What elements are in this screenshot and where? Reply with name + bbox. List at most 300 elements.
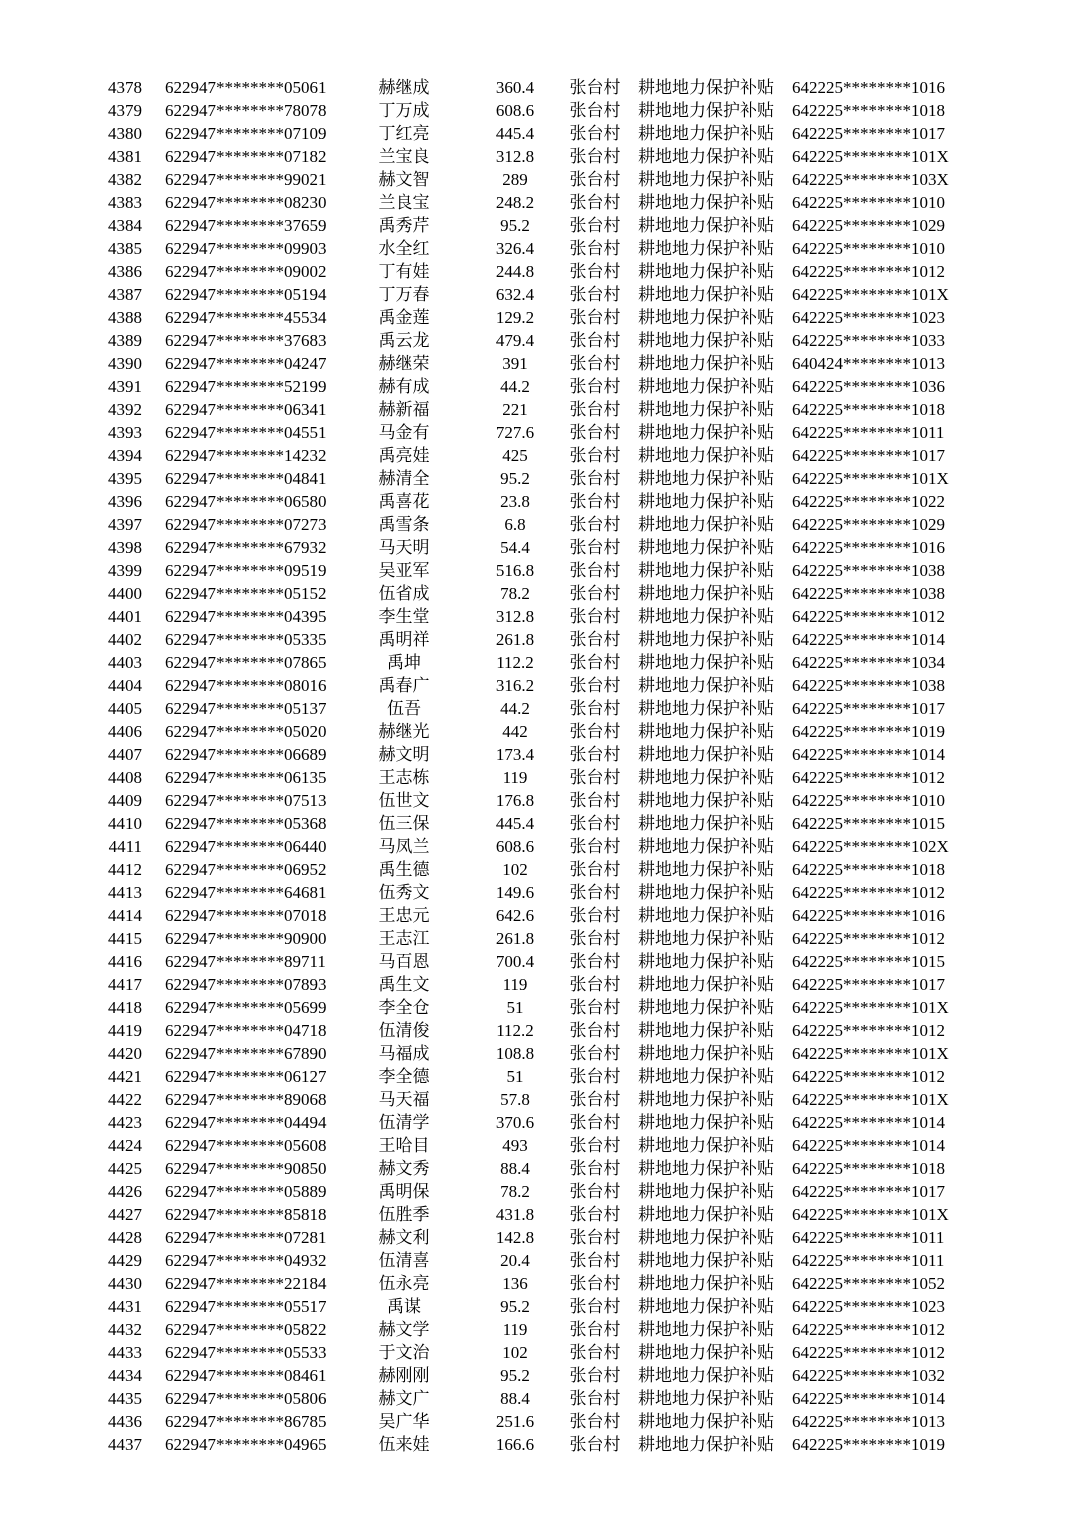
cell-id-number-masked: 642225********1017 bbox=[792, 975, 945, 994]
cell-subsidy-type: 耕地地力保护补贴 bbox=[638, 492, 774, 511]
cell-bank-card-masked: 622947********04551 bbox=[165, 423, 327, 442]
cell-seq: 4420 bbox=[108, 1044, 142, 1063]
cell-village: 张台村 bbox=[569, 768, 621, 787]
table-row bbox=[0, 950, 1074, 973]
cell-amount: 700.4 bbox=[495, 952, 535, 971]
cell-bank-card-masked: 622947********05137 bbox=[165, 699, 327, 718]
cell-subsidy-type: 耕地地力保护补贴 bbox=[638, 147, 774, 166]
cell-amount: 248.2 bbox=[495, 193, 535, 212]
cell-person-name: 赫文利 bbox=[378, 1228, 430, 1247]
cell-village: 张台村 bbox=[569, 1251, 621, 1270]
cell-bank-card-masked: 622947********06127 bbox=[165, 1067, 327, 1086]
cell-amount: 608.6 bbox=[495, 101, 535, 120]
cell-person-name: 禹亮娃 bbox=[378, 446, 430, 465]
cell-bank-card-masked: 622947********04247 bbox=[165, 354, 327, 373]
cell-seq: 4436 bbox=[108, 1412, 142, 1431]
cell-amount: 54.4 bbox=[500, 538, 530, 557]
cell-person-name: 李生堂 bbox=[378, 607, 430, 626]
cell-village: 张台村 bbox=[569, 262, 621, 281]
cell-subsidy-type: 耕地地力保护补贴 bbox=[638, 124, 774, 143]
cell-bank-card-masked: 622947********04494 bbox=[165, 1113, 327, 1132]
cell-id-number-masked: 642225********101X bbox=[792, 1205, 949, 1224]
cell-person-name: 禹云龙 bbox=[378, 331, 430, 350]
cell-id-number-masked: 642225********1012 bbox=[792, 929, 945, 948]
cell-village: 张台村 bbox=[569, 515, 621, 534]
cell-village: 张台村 bbox=[569, 630, 621, 649]
table-row bbox=[0, 605, 1074, 628]
cell-id-number-masked: 642225********1016 bbox=[792, 538, 945, 557]
cell-village: 张台村 bbox=[569, 814, 621, 833]
cell-amount: 44.2 bbox=[500, 699, 530, 718]
cell-seq: 4380 bbox=[108, 124, 142, 143]
cell-subsidy-type: 耕地地力保护补贴 bbox=[638, 1366, 774, 1385]
cell-person-name: 赫有成 bbox=[378, 377, 430, 396]
cell-subsidy-type: 耕地地力保护补贴 bbox=[638, 1113, 774, 1132]
cell-subsidy-type: 耕地地力保护补贴 bbox=[638, 814, 774, 833]
cell-bank-card-masked: 622947********06580 bbox=[165, 492, 327, 511]
cell-amount: 102 bbox=[502, 1343, 528, 1362]
cell-amount: 173.4 bbox=[495, 745, 535, 764]
cell-seq: 4378 bbox=[108, 78, 142, 97]
cell-seq: 4382 bbox=[108, 170, 142, 189]
cell-id-number-masked: 642225********1012 bbox=[792, 262, 945, 281]
cell-amount: 78.2 bbox=[500, 584, 530, 603]
table-row bbox=[0, 697, 1074, 720]
cell-person-name: 丁红亮 bbox=[378, 124, 430, 143]
cell-id-number-masked: 642225********1018 bbox=[792, 1159, 945, 1178]
cell-seq: 4390 bbox=[108, 354, 142, 373]
cell-person-name: 伍三保 bbox=[378, 814, 430, 833]
cell-amount: 316.2 bbox=[495, 676, 535, 695]
cell-seq: 4394 bbox=[108, 446, 142, 465]
cell-bank-card-masked: 622947********08461 bbox=[165, 1366, 327, 1385]
table-row bbox=[0, 122, 1074, 145]
cell-person-name: 马凤兰 bbox=[378, 837, 430, 856]
cell-subsidy-type: 耕地地力保护补贴 bbox=[638, 1044, 774, 1063]
cell-bank-card-masked: 622947********09519 bbox=[165, 561, 327, 580]
cell-id-number-masked: 642225********1052 bbox=[792, 1274, 945, 1293]
cell-village: 张台村 bbox=[569, 377, 621, 396]
cell-amount: 108.8 bbox=[495, 1044, 535, 1063]
cell-subsidy-type: 耕地地力保护补贴 bbox=[638, 308, 774, 327]
cell-seq: 4385 bbox=[108, 239, 142, 258]
cell-village: 张台村 bbox=[569, 285, 621, 304]
cell-id-number-masked: 642225********1015 bbox=[792, 814, 945, 833]
cell-village: 张台村 bbox=[569, 1274, 621, 1293]
table-row bbox=[0, 1318, 1074, 1341]
cell-subsidy-type: 耕地地力保护补贴 bbox=[638, 285, 774, 304]
cell-amount: 95.2 bbox=[500, 469, 530, 488]
cell-amount: 431.8 bbox=[495, 1205, 535, 1224]
cell-amount: 391 bbox=[502, 354, 528, 373]
cell-seq: 4406 bbox=[108, 722, 142, 741]
cell-seq: 4417 bbox=[108, 975, 142, 994]
cell-seq: 4426 bbox=[108, 1182, 142, 1201]
cell-person-name: 赫文秀 bbox=[378, 1159, 430, 1178]
cell-bank-card-masked: 622947********90850 bbox=[165, 1159, 327, 1178]
cell-person-name: 伍清喜 bbox=[378, 1251, 430, 1270]
cell-amount: 632.4 bbox=[495, 285, 535, 304]
cell-village: 张台村 bbox=[569, 308, 621, 327]
cell-bank-card-masked: 622947********99021 bbox=[165, 170, 327, 189]
cell-subsidy-type: 耕地地力保护补贴 bbox=[638, 699, 774, 718]
cell-subsidy-type: 耕地地力保护补贴 bbox=[638, 1412, 774, 1431]
cell-id-number-masked: 642225********1034 bbox=[792, 653, 945, 672]
cell-seq: 4384 bbox=[108, 216, 142, 235]
cell-bank-card-masked: 622947********05020 bbox=[165, 722, 327, 741]
cell-amount: 95.2 bbox=[500, 1366, 530, 1385]
cell-subsidy-type: 耕地地力保护补贴 bbox=[638, 1274, 774, 1293]
cell-amount: 129.2 bbox=[495, 308, 535, 327]
cell-person-name: 李全德 bbox=[378, 1067, 430, 1086]
cell-village: 张台村 bbox=[569, 423, 621, 442]
cell-person-name: 赫继成 bbox=[378, 78, 430, 97]
cell-amount: 479.4 bbox=[495, 331, 535, 350]
cell-subsidy-type: 耕地地力保护补贴 bbox=[638, 653, 774, 672]
cell-subsidy-type: 耕地地力保护补贴 bbox=[638, 722, 774, 741]
cell-id-number-masked: 642225********1014 bbox=[792, 1113, 945, 1132]
cell-id-number-masked: 642225********1019 bbox=[792, 722, 945, 741]
cell-seq: 4413 bbox=[108, 883, 142, 902]
cell-id-number-masked: 642225********1012 bbox=[792, 768, 945, 787]
cell-bank-card-masked: 622947********07281 bbox=[165, 1228, 327, 1247]
cell-amount: 516.8 bbox=[495, 561, 535, 580]
cell-amount: 136 bbox=[502, 1274, 528, 1293]
cell-id-number-masked: 642225********1033 bbox=[792, 331, 945, 350]
cell-id-number-masked: 642225********1013 bbox=[792, 1412, 945, 1431]
cell-person-name: 丁万春 bbox=[378, 285, 430, 304]
table-row bbox=[0, 168, 1074, 191]
cell-person-name: 马百恩 bbox=[378, 952, 430, 971]
table-row bbox=[0, 628, 1074, 651]
table-row bbox=[0, 973, 1074, 996]
cell-amount: 112.2 bbox=[496, 653, 534, 672]
table-row bbox=[0, 674, 1074, 697]
cell-bank-card-masked: 622947********08016 bbox=[165, 676, 327, 695]
cell-bank-card-masked: 622947********05806 bbox=[165, 1389, 327, 1408]
cell-person-name: 赫文广 bbox=[378, 1389, 430, 1408]
cell-amount: 493 bbox=[502, 1136, 528, 1155]
cell-id-number-masked: 642225********1012 bbox=[792, 1343, 945, 1362]
cell-person-name: 禹明保 bbox=[378, 1182, 430, 1201]
cell-village: 张台村 bbox=[569, 538, 621, 557]
table-row bbox=[0, 720, 1074, 743]
cell-amount: 326.4 bbox=[495, 239, 535, 258]
table-row bbox=[0, 306, 1074, 329]
cell-subsidy-type: 耕地地力保护补贴 bbox=[638, 1205, 774, 1224]
table-row bbox=[0, 743, 1074, 766]
cell-village: 张台村 bbox=[569, 745, 621, 764]
cell-amount: 442 bbox=[502, 722, 528, 741]
cell-id-number-masked: 642225********1010 bbox=[792, 239, 945, 258]
cell-village: 张台村 bbox=[569, 78, 621, 97]
cell-person-name: 伍永亮 bbox=[378, 1274, 430, 1293]
cell-subsidy-type: 耕地地力保护补贴 bbox=[638, 1136, 774, 1155]
cell-seq: 4398 bbox=[108, 538, 142, 557]
cell-amount: 166.6 bbox=[495, 1435, 535, 1454]
cell-village: 张台村 bbox=[569, 1136, 621, 1155]
table-row bbox=[0, 283, 1074, 306]
cell-subsidy-type: 耕地地力保护补贴 bbox=[638, 101, 774, 120]
table-row bbox=[0, 559, 1074, 582]
cell-id-number-masked: 642225********1029 bbox=[792, 515, 945, 534]
cell-subsidy-type: 耕地地力保护补贴 bbox=[638, 1251, 774, 1270]
cell-seq: 4402 bbox=[108, 630, 142, 649]
cell-subsidy-type: 耕地地力保护补贴 bbox=[638, 952, 774, 971]
table-row bbox=[0, 1088, 1074, 1111]
cell-id-number-masked: 642225********1017 bbox=[792, 124, 945, 143]
cell-bank-card-masked: 622947********07018 bbox=[165, 906, 327, 925]
cell-person-name: 李全仓 bbox=[378, 998, 430, 1017]
cell-seq: 4432 bbox=[108, 1320, 142, 1339]
cell-person-name: 王志栋 bbox=[378, 768, 430, 787]
table-row bbox=[0, 996, 1074, 1019]
cell-bank-card-masked: 622947********05194 bbox=[165, 285, 327, 304]
cell-village: 张台村 bbox=[569, 998, 621, 1017]
cell-amount: 370.6 bbox=[495, 1113, 535, 1132]
cell-seq: 4396 bbox=[108, 492, 142, 511]
cell-person-name: 伍来娃 bbox=[378, 1435, 430, 1454]
cell-bank-card-masked: 622947********05517 bbox=[165, 1297, 327, 1316]
cell-village: 张台村 bbox=[569, 1320, 621, 1339]
cell-subsidy-type: 耕地地力保护补贴 bbox=[638, 1228, 774, 1247]
cell-bank-card-masked: 622947********05335 bbox=[165, 630, 327, 649]
cell-village: 张台村 bbox=[569, 170, 621, 189]
cell-bank-card-masked: 622947********04841 bbox=[165, 469, 327, 488]
cell-id-number-masked: 642225********1018 bbox=[792, 400, 945, 419]
cell-amount: 88.4 bbox=[500, 1159, 530, 1178]
cell-subsidy-type: 耕地地力保护补贴 bbox=[638, 469, 774, 488]
cell-village: 张台村 bbox=[569, 653, 621, 672]
cell-person-name: 兰宝良 bbox=[378, 147, 430, 166]
cell-seq: 4428 bbox=[108, 1228, 142, 1247]
cell-bank-card-masked: 622947********06952 bbox=[165, 860, 327, 879]
table-row bbox=[0, 145, 1074, 168]
cell-village: 张台村 bbox=[569, 1205, 621, 1224]
table-row bbox=[0, 1203, 1074, 1226]
cell-person-name: 王志江 bbox=[378, 929, 430, 948]
cell-person-name: 伍省成 bbox=[378, 584, 430, 603]
cell-village: 张台村 bbox=[569, 1113, 621, 1132]
cell-village: 张台村 bbox=[569, 1297, 621, 1316]
cell-id-number-masked: 642225********1015 bbox=[792, 952, 945, 971]
cell-amount: 261.8 bbox=[495, 630, 535, 649]
cell-id-number-masked: 642225********1036 bbox=[792, 377, 945, 396]
cell-village: 张台村 bbox=[569, 124, 621, 143]
cell-amount: 142.8 bbox=[495, 1228, 535, 1247]
cell-village: 张台村 bbox=[569, 699, 621, 718]
cell-bank-card-masked: 622947********04965 bbox=[165, 1435, 327, 1454]
table-row bbox=[0, 835, 1074, 858]
cell-seq: 4425 bbox=[108, 1159, 142, 1178]
cell-person-name: 禹春广 bbox=[378, 676, 430, 695]
cell-seq: 4383 bbox=[108, 193, 142, 212]
cell-id-number-masked: 642225********1010 bbox=[792, 791, 945, 810]
cell-id-number-masked: 642225********102X bbox=[792, 837, 949, 856]
cell-amount: 642.6 bbox=[495, 906, 535, 925]
cell-village: 张台村 bbox=[569, 1067, 621, 1086]
cell-amount: 289 bbox=[502, 170, 528, 189]
table-row bbox=[0, 1272, 1074, 1295]
cell-id-number-masked: 642225********1014 bbox=[792, 1136, 945, 1155]
table-row bbox=[0, 1157, 1074, 1180]
cell-seq: 4437 bbox=[108, 1435, 142, 1454]
cell-bank-card-masked: 622947********05533 bbox=[165, 1343, 327, 1362]
cell-village: 张台村 bbox=[569, 975, 621, 994]
cell-subsidy-type: 耕地地力保护补贴 bbox=[638, 630, 774, 649]
cell-subsidy-type: 耕地地力保护补贴 bbox=[638, 929, 774, 948]
cell-amount: 312.8 bbox=[495, 147, 535, 166]
cell-village: 张台村 bbox=[569, 929, 621, 948]
cell-village: 张台村 bbox=[569, 906, 621, 925]
cell-id-number-masked: 642225********1016 bbox=[792, 906, 945, 925]
table-row bbox=[0, 536, 1074, 559]
cell-person-name: 禹秀芹 bbox=[378, 216, 430, 235]
cell-village: 张台村 bbox=[569, 561, 621, 580]
cell-seq: 4416 bbox=[108, 952, 142, 971]
cell-bank-card-masked: 622947********89711 bbox=[165, 952, 326, 971]
cell-id-number-masked: 642225********101X bbox=[792, 469, 949, 488]
cell-bank-card-masked: 622947********05608 bbox=[165, 1136, 327, 1155]
cell-person-name: 丁有娃 bbox=[378, 262, 430, 281]
cell-seq: 4395 bbox=[108, 469, 142, 488]
cell-village: 张台村 bbox=[569, 1090, 621, 1109]
cell-person-name: 吴广华 bbox=[378, 1412, 430, 1431]
cell-seq: 4409 bbox=[108, 791, 142, 810]
table-row bbox=[0, 1180, 1074, 1203]
cell-bank-card-masked: 622947********52199 bbox=[165, 377, 327, 396]
table-row bbox=[0, 858, 1074, 881]
cell-id-number-masked: 642225********1022 bbox=[792, 492, 945, 511]
table-row bbox=[0, 260, 1074, 283]
cell-bank-card-masked: 622947********06440 bbox=[165, 837, 327, 856]
cell-bank-card-masked: 622947********04718 bbox=[165, 1021, 327, 1040]
cell-amount: 251.6 bbox=[495, 1412, 535, 1431]
cell-bank-card-masked: 622947********05061 bbox=[165, 78, 327, 97]
cell-bank-card-masked: 622947********45534 bbox=[165, 308, 327, 327]
cell-subsidy-type: 耕地地力保护补贴 bbox=[638, 768, 774, 787]
cell-id-number-masked: 642225********1010 bbox=[792, 193, 945, 212]
cell-amount: 20.4 bbox=[500, 1251, 530, 1270]
table-row bbox=[0, 582, 1074, 605]
cell-seq: 4427 bbox=[108, 1205, 142, 1224]
cell-id-number-masked: 642225********101X bbox=[792, 998, 949, 1017]
cell-amount: 221 bbox=[502, 400, 528, 419]
cell-amount: 360.4 bbox=[495, 78, 535, 97]
table-row bbox=[0, 1341, 1074, 1364]
cell-bank-card-masked: 622947********07109 bbox=[165, 124, 327, 143]
cell-id-number-masked: 642225********1023 bbox=[792, 308, 945, 327]
cell-seq: 4419 bbox=[108, 1021, 142, 1040]
cell-seq: 4391 bbox=[108, 377, 142, 396]
cell-subsidy-type: 耕地地力保护补贴 bbox=[638, 998, 774, 1017]
cell-subsidy-type: 耕地地力保护补贴 bbox=[638, 1297, 774, 1316]
cell-subsidy-type: 耕地地力保护补贴 bbox=[638, 745, 774, 764]
cell-person-name: 禹金莲 bbox=[378, 308, 430, 327]
cell-village: 张台村 bbox=[569, 101, 621, 120]
cell-person-name: 禹雪条 bbox=[378, 515, 430, 534]
cell-village: 张台村 bbox=[569, 860, 621, 879]
cell-id-number-masked: 642225********1032 bbox=[792, 1366, 945, 1385]
cell-subsidy-type: 耕地地力保护补贴 bbox=[638, 906, 774, 925]
cell-seq: 4414 bbox=[108, 906, 142, 925]
cell-id-number-masked: 642225********1012 bbox=[792, 1021, 945, 1040]
cell-seq: 4429 bbox=[108, 1251, 142, 1270]
cell-subsidy-type: 耕地地力保护补贴 bbox=[638, 400, 774, 419]
cell-bank-card-masked: 622947********89068 bbox=[165, 1090, 327, 1109]
cell-bank-card-masked: 622947********07513 bbox=[165, 791, 327, 810]
table-row bbox=[0, 812, 1074, 835]
table-row bbox=[0, 766, 1074, 789]
cell-seq: 4386 bbox=[108, 262, 142, 281]
cell-subsidy-type: 耕地地力保护补贴 bbox=[638, 837, 774, 856]
table-row bbox=[0, 513, 1074, 536]
table-row bbox=[0, 467, 1074, 490]
cell-person-name: 伍胜季 bbox=[378, 1205, 430, 1224]
cell-bank-card-masked: 622947********06135 bbox=[165, 768, 327, 787]
cell-id-number-masked: 642225********101X bbox=[792, 147, 949, 166]
cell-village: 张台村 bbox=[569, 1389, 621, 1408]
cell-amount: 78.2 bbox=[500, 1182, 530, 1201]
cell-village: 张台村 bbox=[569, 952, 621, 971]
cell-person-name: 赫文明 bbox=[378, 745, 430, 764]
cell-amount: 57.8 bbox=[500, 1090, 530, 1109]
cell-subsidy-type: 耕地地力保护补贴 bbox=[638, 1067, 774, 1086]
cell-village: 张台村 bbox=[569, 331, 621, 350]
cell-amount: 6.8 bbox=[504, 515, 526, 534]
cell-id-number-masked: 642225********1029 bbox=[792, 216, 945, 235]
cell-person-name: 吴亚军 bbox=[378, 561, 430, 580]
cell-bank-card-masked: 622947********07893 bbox=[165, 975, 327, 994]
cell-bank-card-masked: 622947********04395 bbox=[165, 607, 327, 626]
table-row bbox=[0, 651, 1074, 674]
cell-seq: 4423 bbox=[108, 1113, 142, 1132]
cell-amount: 95.2 bbox=[500, 216, 530, 235]
cell-amount: 23.8 bbox=[500, 492, 530, 511]
cell-id-number-masked: 642225********1012 bbox=[792, 1320, 945, 1339]
cell-id-number-masked: 642225********1011 bbox=[792, 423, 945, 442]
table-row bbox=[0, 490, 1074, 513]
cell-seq: 4411 bbox=[108, 837, 142, 856]
cell-village: 张台村 bbox=[569, 400, 621, 419]
cell-bank-card-masked: 622947********09903 bbox=[165, 239, 327, 258]
cell-village: 张台村 bbox=[569, 1366, 621, 1385]
cell-bank-card-masked: 622947********06689 bbox=[165, 745, 327, 764]
cell-person-name: 禹喜花 bbox=[378, 492, 430, 511]
cell-person-name: 禹生德 bbox=[378, 860, 430, 879]
cell-subsidy-type: 耕地地力保护补贴 bbox=[638, 975, 774, 994]
cell-village: 张台村 bbox=[569, 676, 621, 695]
cell-subsidy-type: 耕地地力保护补贴 bbox=[638, 883, 774, 902]
cell-person-name: 伍世文 bbox=[378, 791, 430, 810]
cell-bank-card-masked: 622947********07182 bbox=[165, 147, 327, 166]
cell-village: 张台村 bbox=[569, 837, 621, 856]
cell-subsidy-type: 耕地地力保护补贴 bbox=[638, 193, 774, 212]
cell-subsidy-type: 耕地地力保护补贴 bbox=[638, 354, 774, 373]
cell-id-number-masked: 642225********1018 bbox=[792, 101, 945, 120]
cell-amount: 149.6 bbox=[495, 883, 535, 902]
cell-amount: 445.4 bbox=[495, 124, 535, 143]
cell-person-name: 伍清学 bbox=[378, 1113, 430, 1132]
cell-village: 张台村 bbox=[569, 791, 621, 810]
cell-subsidy-type: 耕地地力保护补贴 bbox=[638, 676, 774, 695]
cell-id-number-masked: 642225********1018 bbox=[792, 860, 945, 879]
cell-id-number-masked: 642225********1014 bbox=[792, 745, 945, 764]
table-row bbox=[0, 1134, 1074, 1157]
cell-subsidy-type: 耕地地力保护补贴 bbox=[638, 239, 774, 258]
cell-subsidy-type: 耕地地力保护补贴 bbox=[638, 1435, 774, 1454]
cell-person-name: 马福成 bbox=[378, 1044, 430, 1063]
